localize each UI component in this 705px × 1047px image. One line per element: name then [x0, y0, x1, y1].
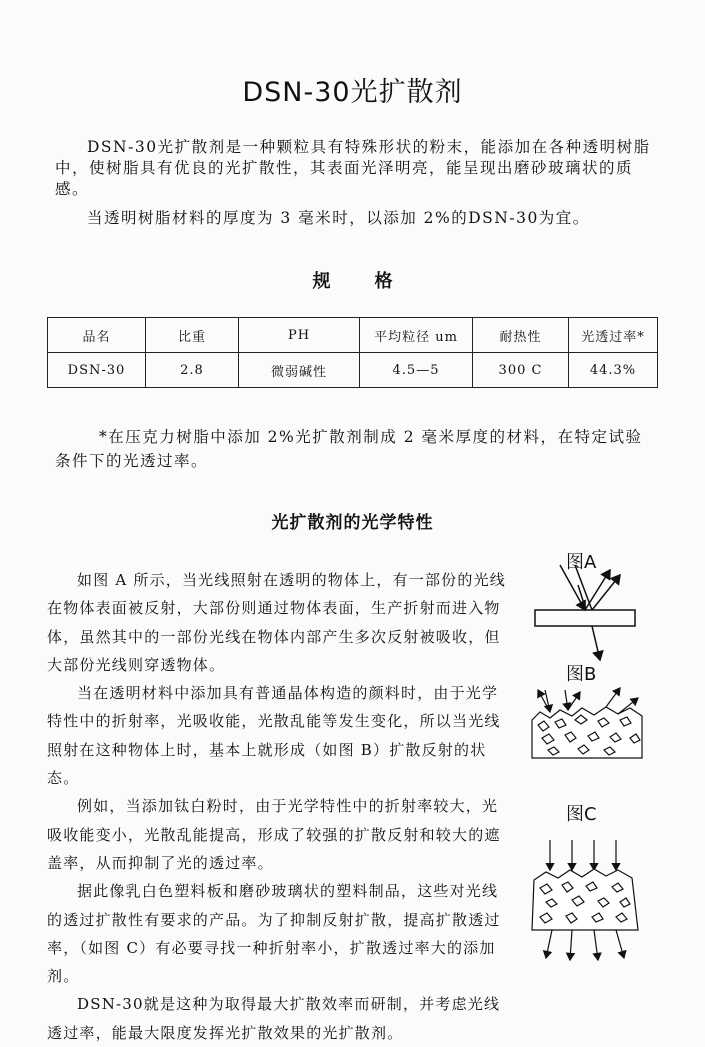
intro-paragraph-2: 当透明树脂材料的厚度为 3 毫米时，以添加 2%的DSN-30为宜。	[87, 209, 590, 227]
header-cell: 平均粒径 um	[360, 318, 473, 353]
figure-b-diagram	[532, 688, 642, 758]
body-paragraph: DSN-30就是这种为取得最大扩散效率而研制，并考虑光线透过率，能最大限度发挥光扩散效果的光扩散剂。	[47, 995, 501, 1042]
optical-diagrams	[520, 540, 660, 980]
header-cell: PH	[239, 318, 360, 353]
table-cell: 300 C	[473, 353, 569, 388]
figure-c-diagram	[532, 840, 638, 960]
body-paragraph: 据此像乳白色塑料板和磨砂玻璃状的塑料制品，这些对光线的透过扩散性有要求的产品。为了抑制反射扩散，提高扩散透过率，（如图 C）有必要寻找一种折射率小，扩散透过率大的添加剂。	[47, 882, 501, 986]
body-paragraph: 例如，当添加钛白粉时，由于光学特性中的折射率较大，光吸收能变小，光散乱能提高，形成了较强的扩散反射和较大的遮盖率，从而抑制了光的透过率。	[47, 797, 501, 872]
section-heading: 光扩散剂的光学特性	[271, 513, 434, 533]
spec-heading: 规格	[312, 271, 437, 292]
table-cell: 微弱碱性	[239, 353, 360, 388]
figure-b-label: 图B	[566, 664, 597, 685]
header-cell: 光透过率*	[569, 318, 658, 353]
figure-c-label: 图C	[566, 804, 597, 825]
figure-a-diagram	[535, 565, 635, 660]
table-cell: 4.5—5	[360, 353, 473, 388]
page-title: DSN-30光扩散剂	[242, 77, 463, 108]
table-row	[48, 353, 658, 388]
intro-paragraph-1: DSN-30光扩散剂是一种颗粒具有特殊形状的粉末，能添加在各种透明树脂中，使树脂具有优良的光扩散性，其表面光泽明亮，能呈现出磨砂玻璃状的质感。	[55, 138, 651, 198]
header-cell: 品名	[48, 318, 146, 353]
table-cell: 2.8	[146, 353, 239, 388]
body-text	[47, 566, 507, 1047]
table-cell: 44.3%	[569, 353, 658, 388]
table-cell: DSN-30	[48, 353, 146, 388]
spec-table-header-row	[48, 318, 658, 353]
figure-a-label: 图A	[566, 552, 597, 573]
body-paragraph: 当在透明材料中添加具有普通晶体构造的颜料时，由于光学特性中的折射率，光吸收能，光散乱能等发生变化，所以当光线照射在这种物体上时，基本上就形成（如图 B）扩散反射的状态。	[47, 684, 501, 788]
header-cell: 耐热性	[473, 318, 569, 353]
spec-table	[47, 317, 658, 388]
header-cell: 比重	[146, 318, 239, 353]
table-footnote: *在压克力树脂中添加 2%光扩散剂制成 2 毫米厚度的材料，在特定试验条件下的光透过率。	[55, 428, 643, 470]
body-paragraph: 如图 A 所示，当光线照射在透明的物体上，有一部份的光线在物体表面被反射，大部份则通过物体表面，生产折射而进入物体，虽然其中的一部份光线在物体内部产生多次反射被吸收，但大部份光线则穿透物体。	[47, 571, 506, 674]
